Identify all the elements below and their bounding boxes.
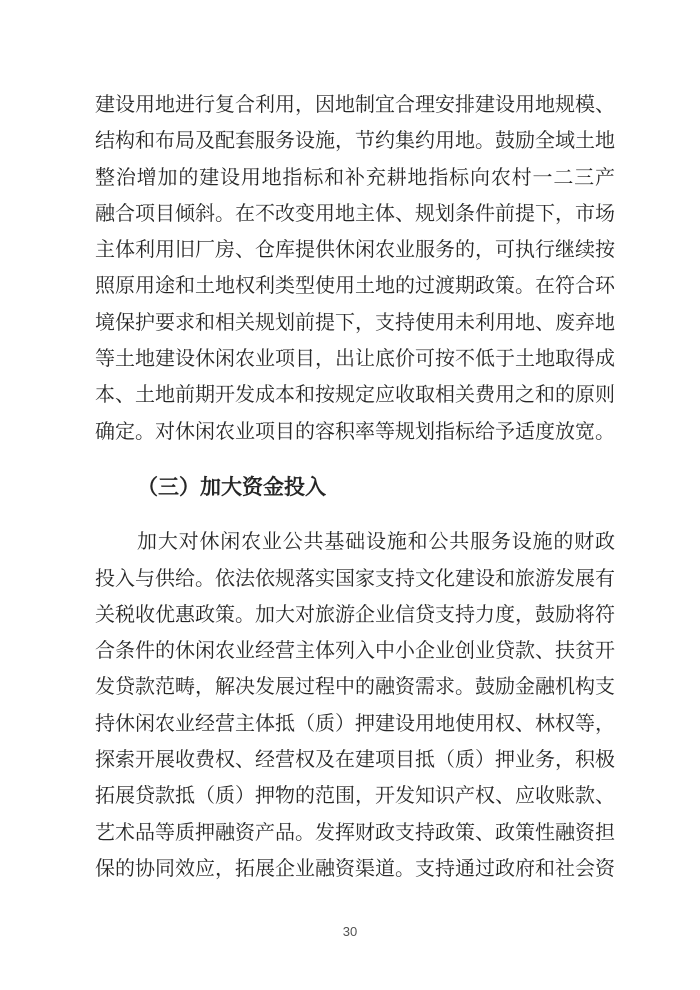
paragraph2-line: 关税收优惠政策。加大对旅游企业信贷支持力度，鼓励将符 xyxy=(95,603,615,626)
paragraph2-line: 艺术品等质押融资产品。发挥财政支持政策、政策性融资担 xyxy=(95,821,615,844)
paragraph2-line: 合条件的休闲农业经营主体列入中小企业创业贷款、扶贫开 xyxy=(95,640,615,663)
paragraph2-line: 探索开展收费权、经营权及在建项目抵（质）押业务，积极 xyxy=(95,749,615,772)
paragraph1-line: 本、土地前期开发成本和按规定应收取相关费用之和的原则 xyxy=(95,384,615,407)
page-number: 30 xyxy=(342,924,358,939)
paragraph1-line: 融合项目倾斜。在不改变用地主体、规划条件前提下，市场 xyxy=(95,202,615,225)
paragraph1-line: 整治增加的建设用地指标和补充耕地指标向农村一二三产 xyxy=(95,166,615,189)
paragraph2-line: 拓展贷款抵（质）押物的范围，开发知识产权、应收账款、 xyxy=(95,785,615,808)
paragraph1-line: 确定。对休闲农业项目的容积率等规划指标给予适度放宽。 xyxy=(95,420,615,443)
paragraph1-line: 建设用地进行复合利用，因地制宜合理安排建设用地规模、 xyxy=(95,94,615,116)
paragraph2-line: 保的协同效应，拓展企业融资渠道。支持通过政府和社会资 xyxy=(95,857,615,880)
paragraph1-line: 等土地建设休闲农业项目，出让底价可按不低于土地取得成 xyxy=(95,348,615,371)
paragraph2-line: 发贷款范畴，解决发展过程中的融资需求。鼓励金融机构支 xyxy=(95,676,615,699)
paragraph2-line: 持休闲农业经营主体抵（质）押建设用地使用权、林权等， xyxy=(95,712,615,735)
paragraph1-line: 结构和布局及配套服务设施，节约集约用地。鼓励全域土地 xyxy=(95,130,615,153)
document-body xyxy=(95,87,615,887)
paragraph2-line: 加大对休闲农业公共基础设施和公共服务设施的财政 xyxy=(137,531,615,554)
paragraph1-line: 照原用途和土地权利类型使用土地的过渡期政策。在符合环 xyxy=(95,275,615,298)
paragraph1-line: 主体利用旧厂房、仓库提供休闲农业服务的，可执行继续按 xyxy=(95,239,615,262)
paragraph2-line: 投入与供给。依法依规落实国家支持文化建设和旅游发展有 xyxy=(95,567,615,590)
section-heading: （三）加大资金投入 xyxy=(137,474,326,499)
paragraph1-line: 境保护要求和相关规划前提下，支持使用未利用地、废弃地 xyxy=(95,311,615,334)
